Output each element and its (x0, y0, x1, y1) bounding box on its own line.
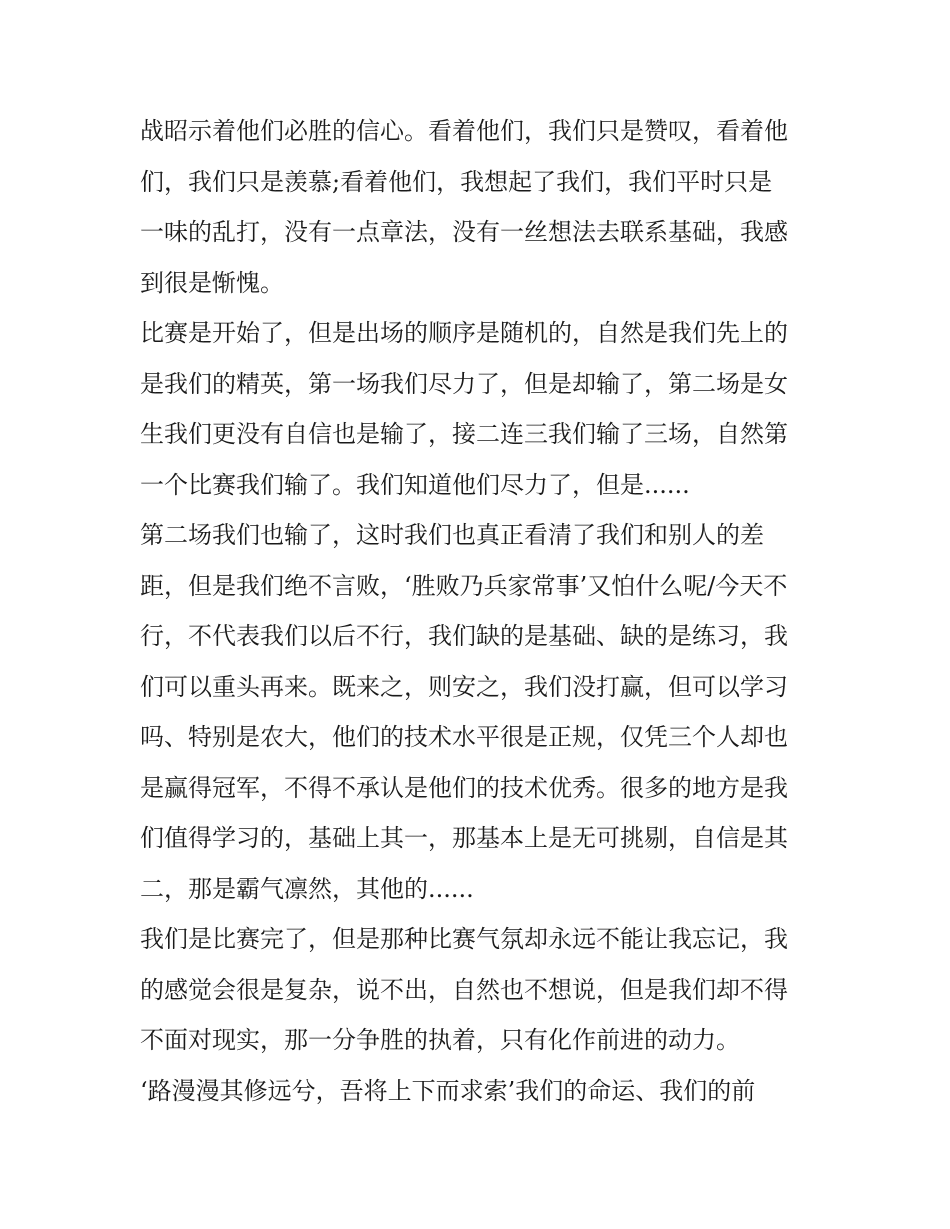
text-line: 一味的乱打，没有一点章法，没有一丝想法去联系基础，我感 (140, 218, 788, 246)
text-line: 二，那是霸气凛然，其他的...... (140, 874, 474, 903)
text-line: 不面对现实，那一分争胜的执着，只有化作前进的动力。 (140, 1026, 740, 1054)
text-line: 一个比赛我们输了。我们知道他们尽力了，但是...... (140, 470, 690, 499)
text-line: 吗、特别是农大，他们的技术水平很是正规，仅凭三个人却也 (140, 723, 788, 751)
text-line: 比赛是开始了，但是出场的顺序是随机的，自然是我们先上的 (140, 319, 788, 347)
text-line: 生我们更没有自信也是输了，接二连三我们输了三场，自然第 (140, 420, 788, 448)
text-line: 战昭示着他们必胜的信心。看着他们，我们只是赞叹，看着他 (140, 117, 788, 145)
paragraph-1 (140, 106, 812, 308)
text-line: 是赢得冠军，不得不承认是他们的技术优秀。很多的地方是我 (140, 773, 788, 802)
text-line: 第二场我们也输了，这时我们也真正看清了我们和别人的差 (140, 521, 764, 549)
text-line: 是我们的精英，第一场我们尽力了，但是却输了，第二场是女 (140, 369, 788, 398)
text-line: ‘路漫漫其修远兮，吾将上下而求索’我们的命运、我们的前 (140, 1076, 756, 1105)
paragraph-4 (140, 914, 812, 1066)
paragraph-2 (140, 308, 812, 510)
text-line: 的感觉会很是复杂，说不出，自然也不想说，但是我们却不得 (140, 975, 788, 1004)
text-line: 我们是比赛完了，但是那种比赛气氛却永远不能让我忘记，我 (140, 925, 788, 953)
text-line: 行，不代表我们以后不行，我们缺的是基础、缺的是练习，我 (140, 622, 788, 650)
text-line: 们值得学习的，基础上其一，那基本上是无可挑剔，自信是其 (140, 824, 788, 852)
document-body (140, 106, 812, 1116)
text-line: 距，但是我们绝不言败，‘胜败乃兵家常事’又怕什么呢/今天不 (140, 571, 788, 600)
text-line: 们可以重头再来。既来之，则安之，我们没打赢，但可以学习 (140, 672, 788, 701)
paragraph-3 (140, 510, 812, 914)
text-line: 到很是惭愧。 (140, 268, 284, 297)
text-line: 们，我们只是羡慕;看着他们，我想起了我们，我们平时只是 (140, 167, 773, 196)
paragraph-5 (140, 1066, 812, 1117)
